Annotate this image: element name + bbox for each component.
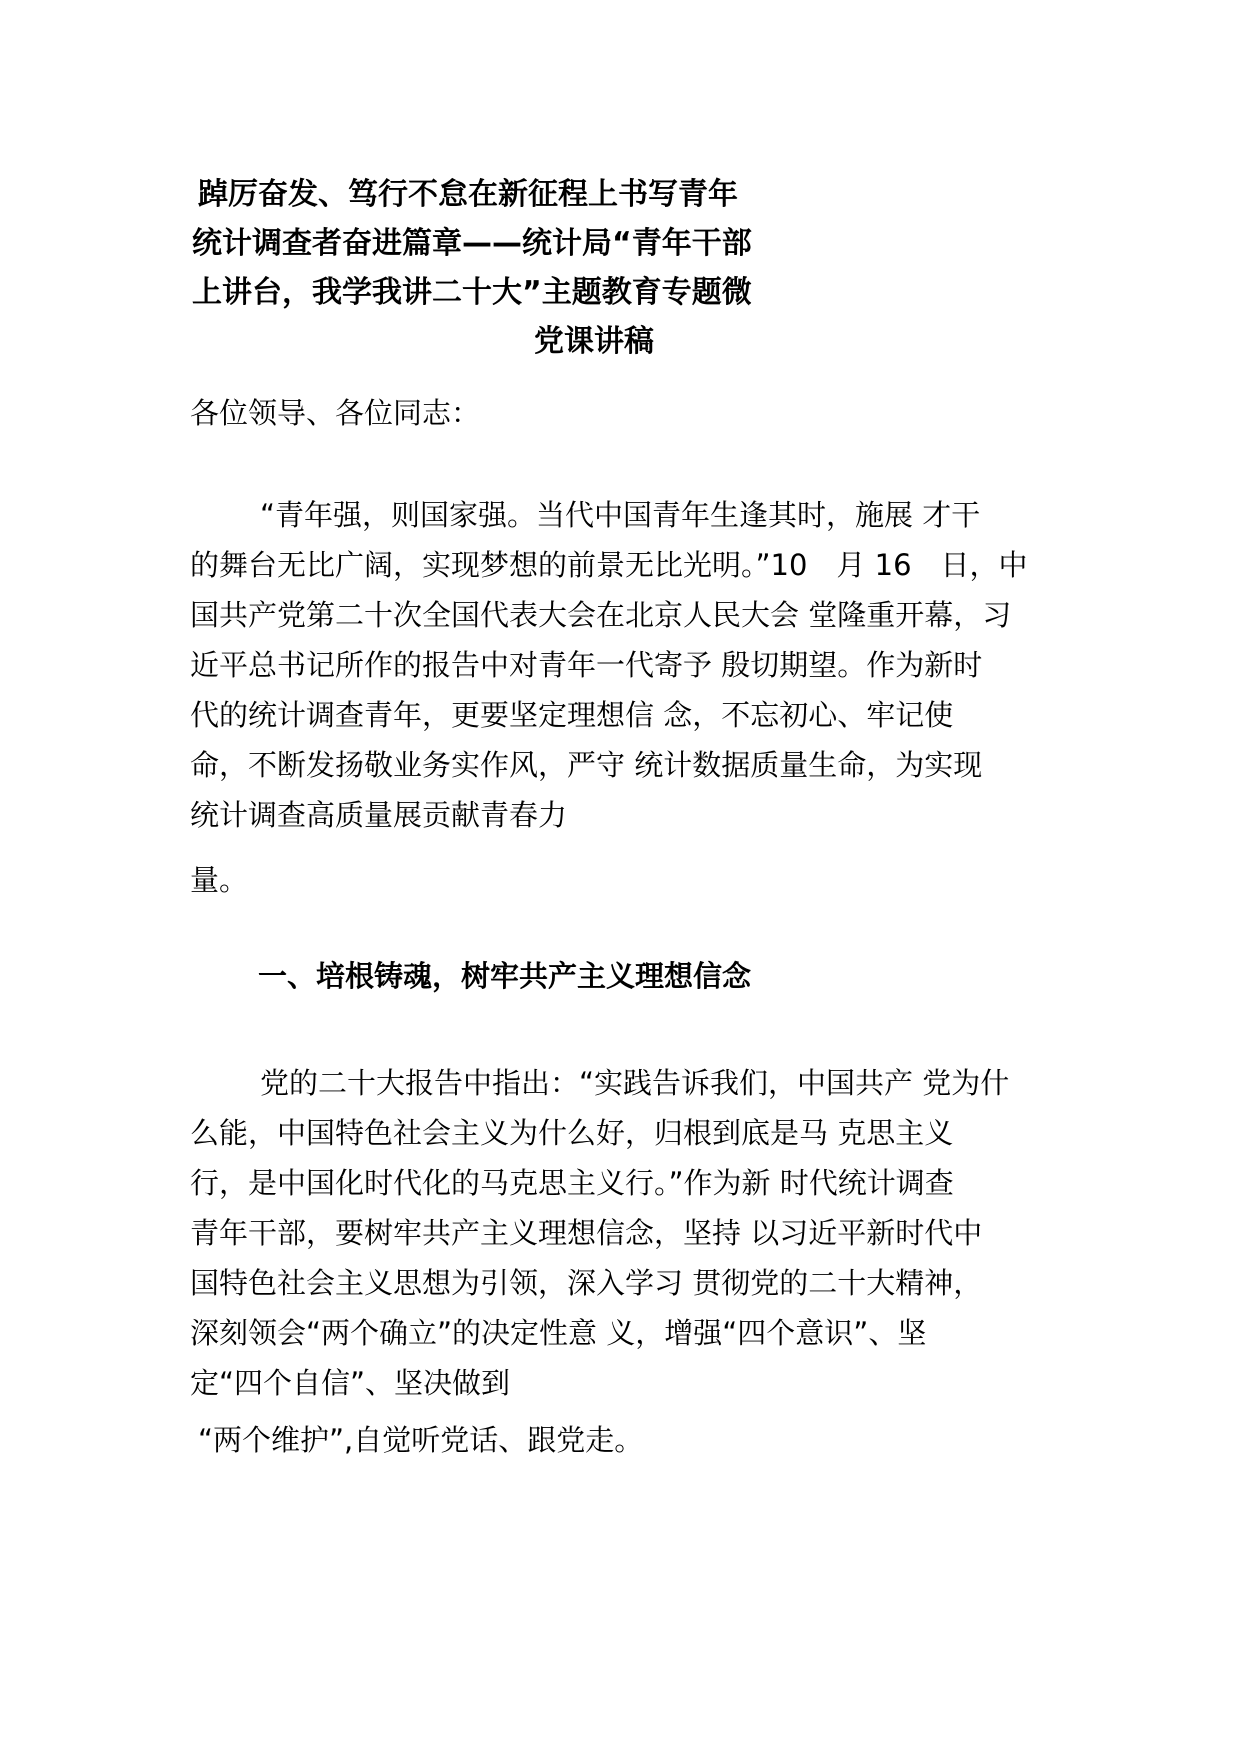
paragraph-line: 统计调查高质量展贡献青春力 bbox=[190, 798, 568, 832]
paragraph-line: 党的二十大报告中指出：“实践告诉我们，中国共产 党为什 bbox=[260, 1066, 1010, 1100]
title-line: 统计调查者奋进篇章——统计局“青年干部 bbox=[192, 226, 752, 261]
paragraph-line: 么能，中国特色社会主义为什么好，归根到底是马 克思主义 bbox=[190, 1116, 954, 1150]
paragraph-line: 命，不断发扬敬业务实作风，严守 统计数据质量生命，为实现 bbox=[190, 748, 983, 782]
paragraph-line: 行，是中国化时代化的马克思主义行。”作为新 时代统计调查 bbox=[190, 1166, 954, 1200]
paragraph-line: 近平总书记所作的报告中对青年一代寄予 殷切期望。作为新时 bbox=[190, 648, 983, 682]
title-line: 踔厉奋发、笃行不怠在新征程上书写青年 bbox=[198, 177, 738, 212]
salutation: 各位领导、各位同志： bbox=[190, 396, 481, 430]
paragraph-line: 深刻领会“两个确立”的决定性意 义，增强“四个意识”、坚 bbox=[190, 1316, 927, 1350]
paragraph-line: 国特色社会主义思想为引领，深入学习 贯彻党的二十大精神， bbox=[190, 1266, 983, 1300]
section-heading: 一、培根铸魂，树牢共产主义理想信念 bbox=[258, 959, 752, 993]
paragraph-line: 青年干部，要树牢共产主义理想信念，坚持 以习近平新时代中 bbox=[190, 1216, 983, 1250]
paragraph-intro-tail: 量。 bbox=[190, 863, 249, 897]
paragraph-line: 定“四个自信”、坚决做到 bbox=[190, 1366, 511, 1400]
paragraph-line: “青年强，则国家强。当代中国青年生逢其时，施展 才干 bbox=[260, 498, 981, 532]
paragraph-line: 国共产党第二十次全国代表大会在北京人民大会 堂隆重开幕，习 bbox=[190, 598, 1012, 632]
paragraph-section1-tail: “两个维护”,自觉听党话、跟党走。 bbox=[198, 1423, 644, 1457]
paragraph-section1 bbox=[190, 1058, 1060, 1408]
paragraph-line: 的舞台无比广阔，实现梦想的前景无比光明。”10 月 16 日，中 bbox=[190, 548, 1028, 582]
title-line: 上讲台，我学我讲二十大”主题教育专题微 bbox=[192, 275, 752, 310]
paragraph-intro bbox=[190, 490, 1060, 840]
document-title bbox=[192, 170, 792, 366]
title-line: 党课讲稿 bbox=[534, 324, 654, 359]
paragraph-line: 代的统计调查青年，更要坚定理想信 念，不忘初心、牢记使 bbox=[190, 698, 954, 732]
